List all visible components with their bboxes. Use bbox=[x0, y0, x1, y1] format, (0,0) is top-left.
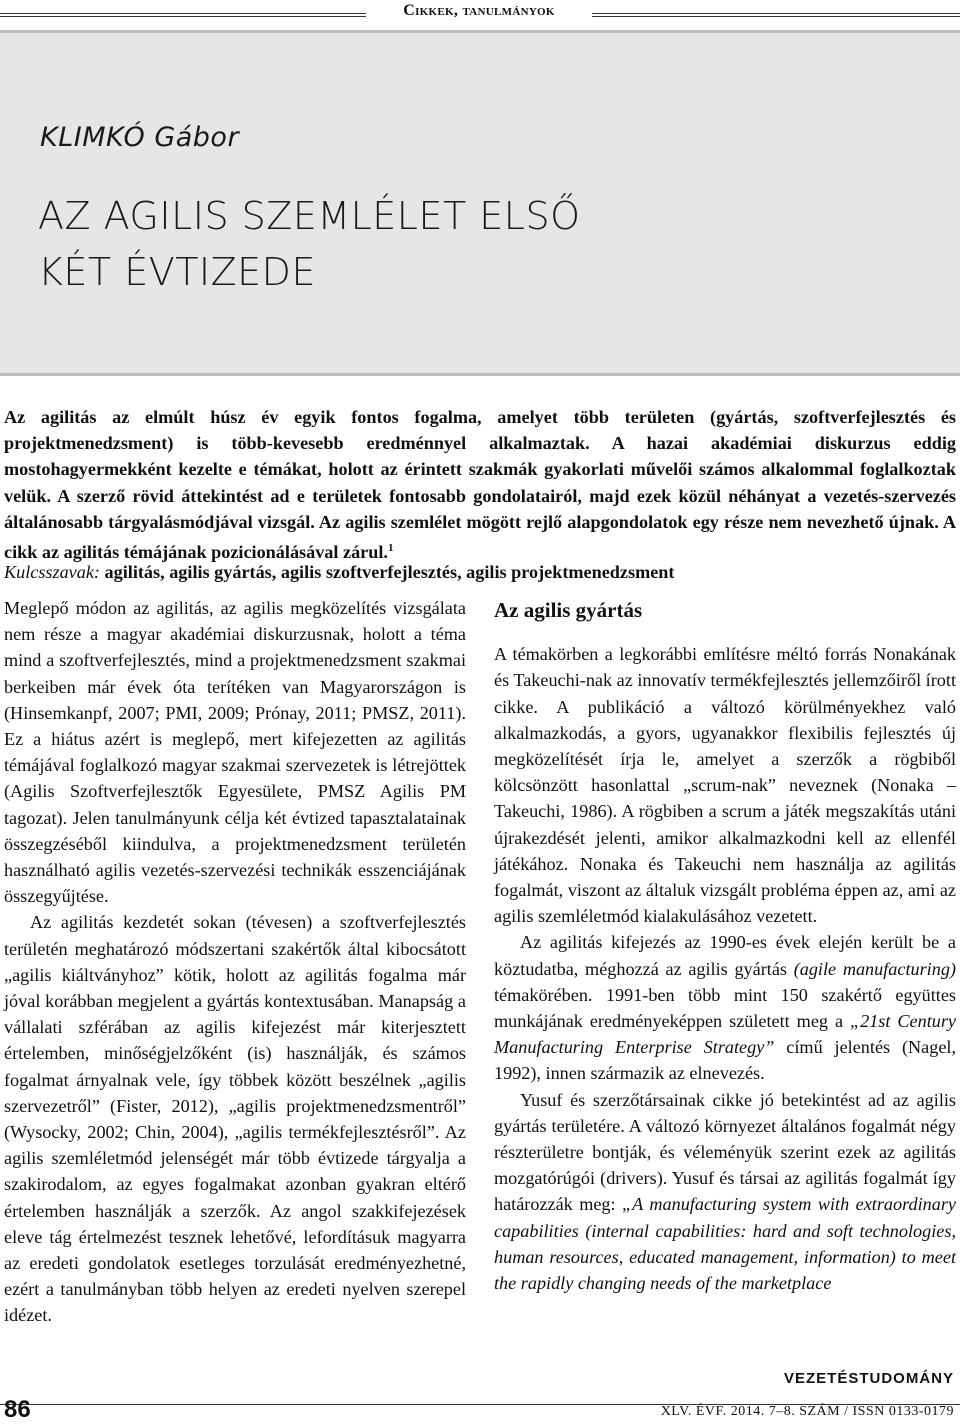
italic-run: (agile manufacturing) bbox=[793, 958, 956, 979]
paragraph bbox=[494, 929, 956, 1086]
text-run: című jelentés (Nagel, 1992), innen származik az elnevezés. bbox=[494, 1037, 957, 1084]
text-run: Az agilitás kifejezés az 1990-es évek elején került be a köztudatba, méghozzá az agilis gyártás bbox=[494, 932, 956, 979]
footnote-ref: 1 bbox=[387, 542, 394, 555]
italic-run: „A manufacturing system with extraordinary capabilities (internal capabilities: hard and soft technologies, human resources, educated management, information) to meet the rapidly changing needs of the marketplace bbox=[494, 1194, 956, 1294]
paragraph: A témakörben a legkorábbi említésre méltó forrás Nonakának és Takeuchi-nak az innovatív termékfejlesztés jellemzőiről írott cikke. A publikáció a változó körülményekhez való alkalmazkodás, a gyors, ugyanakkor flexibilis fejlesztés új megközelítését írja le, amelyet a szerzők a rögbiből kölcsönzött hasonlattal „scrum-nak” neveznek (Nonaka – Takeuchi, 1986). A rögbiben a scrum a játék megszakítás utáni újrakezdését jelenti, amikor alkalmazkodni kell az ellenfél játékához. Nonaka és Takeuchi nem használja az agilitás fogalmát, viszont az általuk vizsgált probléma éppen az, ami az agilis szemléletmód kialakulásához vezetett. bbox=[494, 644, 956, 927]
abstract-text: Az agilitás az elmúlt húsz év egyik fontos fogalma, amelyet több területen (gyártás, szoftverfejlesztés és projektmenedzsment) is több-kevesebb eredménnyel alkalmaztak. A hazai akadémiai diskurzus eddig mostohagyermekként kezelte e témákat, holott az érintett szakmák gyakorlati művelői számos alkalommal foglalkoztak velük. A szerző rövid áttekintést ad e területek fontosabb gondolatairól, majd ezek közül néhányat a vezetés-szervezés általánosabb tárgyalásmódjával vizsgál. Az agilis szemlélet mögött rejlő alapgondolatok egy része nem nevezhető újnak. A cikk az agilitás témájának pozicionálásával zárul. bbox=[4, 407, 956, 563]
section-heading: Az agilis gyártás bbox=[494, 598, 643, 622]
keywords-value: agilitás, agilis gyártás, agilis szoftverfejlesztés, agilis projektmenedzsment bbox=[104, 562, 675, 582]
article-title bbox=[38, 188, 580, 300]
paragraph: Meglepő módon az agilitás, az agilis megközelítés vizsgálata nem része a magyar akadémiai diskurzusnak, holott a téma mind a szoftverfejlesztés, mind a projektmenedzsment szakmai berkeiben már évek óta terítéken van Magyarországon is (Hinsemkanpf, 2007; PMI, 2009; Prónay, 2011; PMSZ, 2011). Ez a hiátus azért is meglepő, mert kifejezetten az agilitás témájával foglalkozó magyar szakmai szervezetek is létrejöttek (Agilis Szoftverfejlesztők Egyesülete, PMSZ Agilis PM tagozat). Jelen tanulmányunk célja két évtized tapasztalatainak összegzéséből kiindulva, a projektmenedzsment területén használható agilis vezetés-szervezési technikák esszenciájának összegyűjtése. bbox=[4, 598, 466, 907]
article-title-line1: AZ AGILIS SZEMLÉLET ELSŐ bbox=[38, 194, 581, 238]
abstract bbox=[4, 404, 956, 565]
header-rule-left bbox=[0, 13, 366, 17]
text-run: témakörében. 1991-ben több mint 150 szakértő együttes munkájának eredményeképpen született meg a bbox=[494, 984, 956, 1032]
italic-run: „21st Century Manufacturing Enterprise Strategy” bbox=[494, 1011, 956, 1058]
header-rule-right bbox=[592, 13, 960, 17]
left-column bbox=[4, 595, 466, 1329]
paragraph bbox=[494, 1087, 956, 1297]
keywords bbox=[4, 562, 956, 583]
page-number: 86 bbox=[4, 1396, 31, 1423]
section-label: Cikkek, tanulmányok bbox=[403, 2, 555, 19]
author-name: KLIMKÓ Gábor bbox=[40, 122, 240, 153]
issue-info: XLV. ÉVF. 2014. 7–8. SZÁM / ISSN 0133-0179 bbox=[660, 1404, 954, 1419]
section-header bbox=[0, 2, 960, 26]
right-column bbox=[494, 595, 956, 1296]
paragraph: Az agilitás kezdetét sokan (tévesen) a szoftverfejlesztés területén meghatározó módszertani szakértők által kibocsátott „agilis kiáltványhoz” kötik, holott az agilitás fogalma már jóval korábban megjelent a gyártás kontextusában. Manapság a vállalati szférában az agilis kifejezést már kiterjesztett értelemben, minőségjelzőként (is) használják, és számos fogalmat árnyalnak vele, így többek között beszélnek „agilis szervezetről” (Fister, 2012), „agilis projektmenedzsmentről” (Wysocky, 2002; Chin, 2004), „agilis termékfejlesztésről”. Az agilis szemléletmód jelenségét már több évtizede tárgyalja a szakirodalom, az egyes fogalmakat azonban gyakran eltérő értelemben használják a szerzők. Az angol szakkifejezések eleve tág értelmezést tesznek lehetővé, lefordításuk magyarra az eredeti gondolatok esetleges torzulását eredményezhetné, ezért a tanulmányban több helyen az eredeti nyelven szerepel idézet. bbox=[4, 912, 466, 1326]
keywords-label: Kulcsszavak: bbox=[4, 562, 100, 582]
article-title-line2: KÉT ÉVTIZEDE bbox=[38, 250, 316, 294]
journal-name: VEZETÉSTUDOMÁNY bbox=[783, 1370, 954, 1387]
text-run: Yusuf és szerzőtársainak cikke jó betekintést ad az agilis gyártás területére. A változó környezet általános fogalmát négy részterületre bontják, és véleményük szerint ezek az agilitás mozgatórúgói (drivers). Yusuf és társai az agilitás fogalmát így határozzák meg: bbox=[494, 1089, 956, 1215]
